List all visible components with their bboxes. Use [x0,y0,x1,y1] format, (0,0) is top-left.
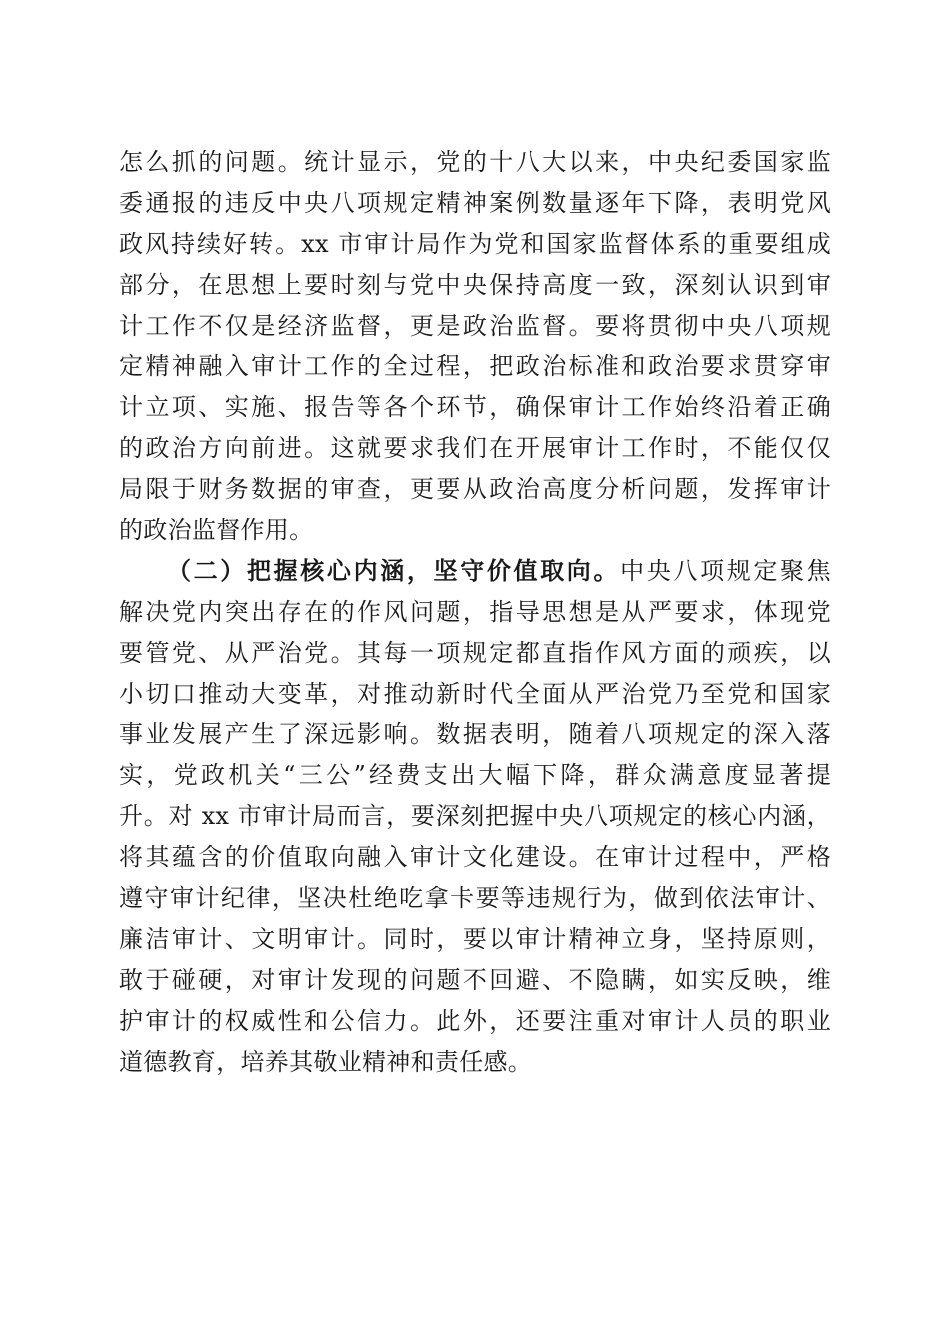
paragraph-1-line: 委通报的违反中央八项规定精神案例数量逐年下降，表明党风 [119,188,831,217]
paragraph-2-line: 升。对 xx 市审计局而言，要深刻把握中央八项规定的核心内涵， [119,802,831,831]
paragraph-2-line: 将其蕴含的价值取向融入审计文化建设。在审计过程中，严格 [119,843,831,872]
paragraph-2-line: 小切口推动大变革，对推动新时代全面从严治党乃至党和国家 [119,679,831,708]
paragraph-2-line: 敢于碰硬，对审计发现的问题不回避、不隐瞒，如实反映，维 [119,965,831,994]
paragraph-2-line: 遵守审计纪律，坚决杜绝吃拿卡要等违规行为，做到依法审计、 [119,884,831,913]
paragraph-2-line: 解决党内突出存在的作风问题，指导思想是从严要求，体现党 [119,597,831,626]
section-2-heading: （二）把握核心内涵，坚守价值取向。 [167,555,621,585]
paragraph-2-line: 护审计的权威性和公信力。此外，还要注重对审计人员的职业 [119,1006,831,1035]
document-body [119,142,831,1082]
paragraph-1-line: 政风持续好转。xx 市审计局作为党和国家监督体系的重要组成 [119,229,831,258]
paragraph-2-line: 实，党政机关“三公”经费支出大幅下降，群众满意度显著提 [119,761,831,790]
paragraph-1-line: 的政治方向前进。这就要求我们在开展审计工作时，不能仅仅 [119,434,831,463]
paragraph-1-line: 的政治监督作用。 [119,516,314,545]
paragraph-1-line: 定精神融入审计工作的全过程，把政治标准和政治要求贯穿审 [119,352,831,381]
paragraph-1-line: 怎么抓的问题。统计显示，党的十八大以来，中央纪委国家监 [119,148,831,176]
paragraph-2-line: 廉洁审计、文明审计。同时，要以审计精神立身，坚持原则， [119,924,831,953]
paragraph-1-line: 计工作不仅是经济监督，更是政治监督。要将贯彻中央八项规 [119,311,831,340]
paragraph-1-line: 部分，在思想上要时刻与党中央保持高度一致，深刻认识到审 [119,270,831,299]
paragraph-1-line: 局限于财务数据的审查，更要从政治高度分析问题，发挥审计 [119,475,831,504]
section-2-first-line [119,551,831,592]
paragraph-2-line: 事业发展产生了深远影响。数据表明，随着八项规定的深入落 [119,720,831,749]
section-2-first-line-text: 中央八项规定聚焦 [620,556,831,585]
paragraph-2-line: 要管党、从严治党。其每一项规定都直指作风方面的顽疾，以 [119,638,831,667]
paragraph-2-line: 道德教育，培养其敬业精神和责任感。 [119,1047,533,1076]
paragraph-1-line: 计立项、实施、报告等各个环节，确保审计工作始终沿着正确 [119,393,831,422]
